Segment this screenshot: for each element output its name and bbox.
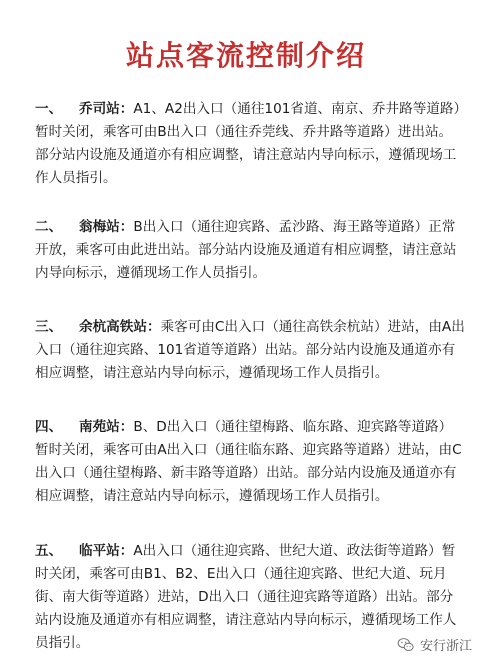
section-text: B、D出入口（通往望梅路、临东路、迎宾路等道路）暂时关闭，乘客可由A出入口（通往临东路、迎宾路等道路）进站，由C出入口（通往望梅路、新丰路等道路）出站。部分站内设施及通道亦有相应调整，请注意站内导向标示，遵循现场工作人员指引。 (35, 419, 462, 504)
section-number: 五、 (35, 543, 63, 559)
station-name: 临平站： (79, 543, 134, 559)
section-nanyuan (35, 416, 465, 508)
section-number: 四、 (35, 419, 63, 435)
station-name: 余杭高铁站： (79, 319, 161, 335)
section-text: A1、A2出入口（通往101省道、南京、乔井路等道路）暂时关闭，乘客可由B出入口（通往乔莞线、乔井路等道路）进出站。部分站内设施及通道亦有相应调整，请注意站内导向标示，遵循现场工作人员指引。 (35, 101, 461, 186)
section-wengmei (35, 216, 465, 285)
section-text: B出入口（通往迎宾路、孟沙路、海王路等道路）正常开放，乘客可由此进出站。部分站内设施及通道有相应调整，请注意站内导向标示，遵循现场工作人员指引。 (35, 219, 457, 281)
station-name: 翁梅站： (79, 219, 134, 235)
section-number: 一、 (35, 101, 63, 117)
station-name: 南苑站： (79, 419, 134, 435)
footer-watermark (397, 635, 472, 654)
section-number: 二、 (35, 219, 63, 235)
footer-label: 安行浙江 (419, 639, 472, 654)
section-qiaosi (35, 98, 465, 190)
station-name: 乔司站： (79, 101, 134, 117)
section-text: 乘客可由C出入口（通往高铁余杭站）进站，由A出入口（通往迎宾路、101省道等道路）出站。部分站内设施及通道亦有相应调整，请注意站内导向标示，遵循现场工作人员指引。 (35, 319, 465, 381)
page-title: 站点客流控制介绍 (125, 39, 366, 72)
wechat-icon (397, 636, 415, 654)
section-yuhang-gaotie (35, 316, 465, 385)
section-text: A出入口（通往迎宾路、世纪大道、政法街等道路）暂时关闭，乘客可由B1、B2、E出入口（通往迎宾路、世纪大道、玩月街、南大街等道路）进站，D出入口（通往迎宾路等道路）出站。部分站内设施及通道亦有相应调整，请注意站内导向标示，遵循现场工作人员指引。 (35, 543, 457, 651)
section-number: 三、 (35, 319, 63, 335)
